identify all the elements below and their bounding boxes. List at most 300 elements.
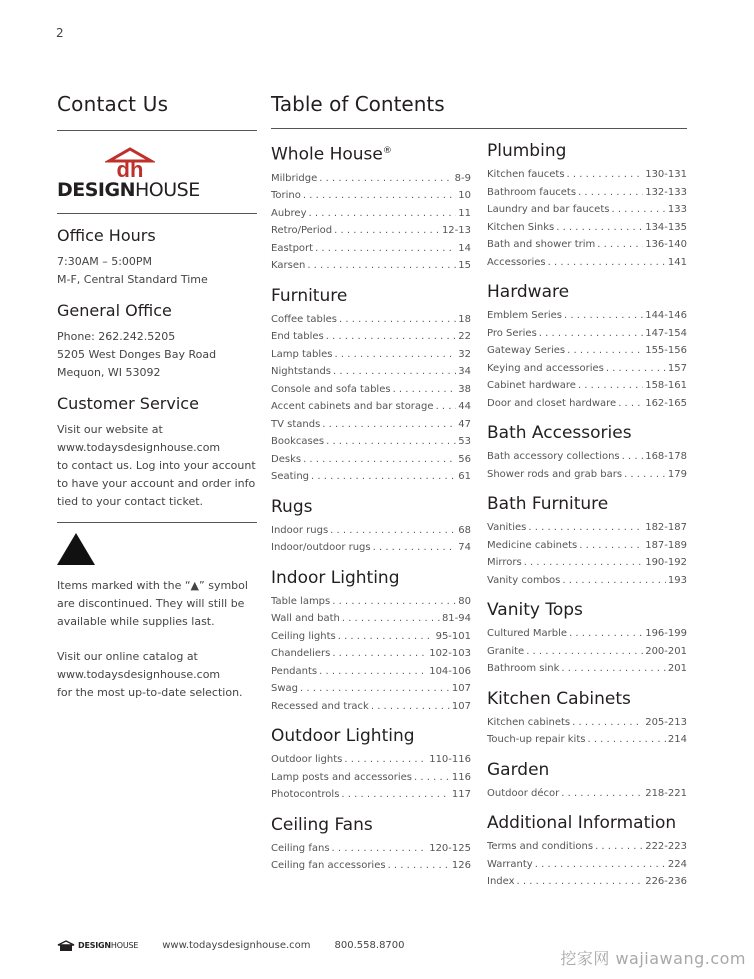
toc-entry[interactable] [271,257,471,275]
toc-entry-name: Outdoor lights [271,754,343,766]
toc-entry[interactable] [271,328,471,346]
dot-leader [326,328,457,346]
divider [57,213,257,214]
toc-entry[interactable] [271,628,471,646]
toc-entry-pages: 11 [458,207,471,219]
dot-leader [303,187,456,205]
toc-entry-name: Retro/Period [271,225,333,237]
toc-entry-name: Aubrey [271,207,307,219]
toc-section [487,599,687,678]
dot-leader [567,166,644,184]
toc-entry[interactable] [271,170,471,188]
dot-leader [414,769,450,787]
dot-leader [341,786,450,804]
dot-leader [587,731,665,749]
toc-entry-name: Seating [271,471,310,483]
toc-section [271,814,471,875]
toc-entry-name: Console and sofa tables [271,383,391,395]
customer-service-line: to contact us. Log into your account [57,459,256,472]
discontinued-note [57,577,257,631]
customer-service-line: Visit our website at [57,423,163,436]
toc-entry[interactable] [271,451,471,469]
toc-entry-pages: 222-223 [645,841,687,852]
toc-entry[interactable] [271,240,471,258]
toc-entry-pages: 155-156 [645,345,687,356]
dot-leader [526,643,643,661]
toc-entry-pages: 32 [458,348,471,360]
toc-entry[interactable] [271,416,471,434]
toc-entry-pages: 15 [458,260,471,272]
toc-entry-name: Table lamps [271,595,331,607]
toc-entry[interactable] [271,187,471,205]
dot-leader [528,519,643,537]
toc-entry-pages: 162-165 [645,397,687,409]
dot-leader [319,663,427,681]
toc-entry-pages: 133 [667,204,687,215]
toc-entry[interactable] [487,537,687,555]
toc-entry[interactable] [271,698,471,716]
toc-entry[interactable] [487,466,687,484]
toc-entry-name: Kitchen cabinets [487,716,571,728]
toc-entry-pages: 200-201 [645,645,687,657]
office-hours-line: 7:30AM – 5:00PM [57,255,153,268]
toc-entry-name: Door and closet hardware [487,397,617,409]
toc-entry-pages: 53 [458,436,471,448]
dot-leader [319,170,452,188]
toc-entry[interactable] [487,448,687,466]
toc-entry-name: Coffee tables [271,313,338,325]
dot-leader [436,398,457,416]
dot-leader [597,236,643,254]
toc-section-heading: Plumbing [487,141,567,161]
toc-entry-pages: 196-199 [645,628,687,639]
toc-section-heading: Bath Furniture [487,494,609,514]
toc-section-heading: Indoor Lighting [271,567,400,588]
toc-entry-pages: 107 [451,700,471,712]
toc-entry[interactable] [487,625,687,643]
toc-entry[interactable] [271,398,471,416]
catalog-link[interactable]: www.todaysdesignhouse.com [57,668,221,681]
dot-leader [556,219,643,237]
contact-title: Contact Us [57,92,169,116]
toc-entry[interactable] [487,856,687,874]
toc-entry-name: Emblem Series [487,310,563,321]
toc-entry-pages: 218-221 [645,787,687,799]
dot-leader [338,628,434,646]
toc-entry[interactable] [487,660,687,678]
toc-entry-name: Cultured Marble [487,628,568,639]
toc-section [271,496,471,557]
toc-entry-name: Indoor/outdoor rugs [271,542,371,554]
designhouse-logo [57,147,257,205]
divider [57,522,257,523]
toc-section [487,422,687,483]
toc-entry-pages: 80 [458,595,471,607]
toc-entry-pages: 34 [458,366,471,378]
toc-entry-name: Desks [271,453,302,465]
dot-leader [572,714,643,732]
toc-entry-name: Recessed and track [271,700,369,712]
dot-leader [561,785,643,803]
discontinued-symbol-icon [57,533,257,565]
toc-entry[interactable] [487,714,687,732]
toc-section-heading: Hardware [487,282,570,302]
toc-entry-pages: 12-13 [441,225,471,237]
toc-entry-name: Bathroom faucets [487,186,577,198]
toc-entry-name: Milbridge [271,172,318,184]
toc-section-heading: Vanity Tops [487,600,583,620]
toc-entry[interactable] [487,219,687,237]
dot-leader [579,537,643,555]
toc-entry-pages: 110-116 [429,754,471,766]
discontinued-line: Items marked with the “▲” symbol [57,579,248,592]
toc-entry-pages: 144-146 [645,310,687,321]
general-office-heading: General Office [57,301,172,320]
toc-entry-pages: 95-101 [435,630,471,642]
toc-entry-pages: 14 [458,242,471,254]
toc-entry[interactable] [487,873,687,891]
toc-entry-pages: 22 [458,331,471,343]
toc-section [487,688,687,749]
toc-entry-pages: 120-125 [429,842,471,854]
toc-entry-pages: 130-131 [645,169,687,180]
dot-leader [548,254,666,272]
dot-leader [539,325,643,343]
footer-phone: 800.558.8700 [334,940,405,951]
toc-entry-name: Indoor rugs [271,524,329,536]
toc-entry[interactable] [487,572,687,590]
dot-leader [326,433,456,451]
toc-entry[interactable] [487,236,687,254]
dot-leader [333,363,456,381]
toc-entry-pages: 179 [667,468,687,480]
toc-entry-pages: 116 [451,771,471,783]
toc-entry[interactable] [487,519,687,537]
toc-entry-name: Gateway Series [487,345,566,356]
toc-entry-pages: 193 [667,574,687,586]
toc-entry[interactable] [487,554,687,572]
customer-service-section [57,394,257,511]
toc-section [487,812,687,891]
toc-entry[interactable] [487,325,687,343]
address-line: 5205 West Donges Bay Road [57,348,217,361]
contact-column [57,92,257,702]
toc-entry-pages: 117 [451,789,471,801]
toc-entry-name: Swag [271,683,299,695]
dot-leader [611,201,665,219]
toc-entry[interactable] [271,645,471,663]
toc-section-heading: Bath Accessories [487,423,632,443]
toc-entry-pages: 56 [458,453,471,465]
toc-entry-pages: 81-94 [441,613,471,625]
toc-entry[interactable] [271,539,471,557]
dot-leader [334,222,440,240]
toc-entry-pages: 157 [667,362,687,374]
toc-entry-name: Nightstands [271,366,332,378]
toc-title: Table of Contents [271,92,445,116]
toc-entry-name: Laundry and bar faucets [487,204,610,215]
dot-leader [322,416,456,434]
page-number: 2 [56,26,64,40]
toc-section [271,725,471,804]
toc-section [487,140,687,271]
general-office-section [57,301,257,382]
toc-entry-pages: 187-189 [645,539,687,551]
dot-leader [595,838,643,856]
toc-entry[interactable] [487,838,687,856]
toc-entry[interactable] [271,769,471,787]
dot-leader [388,857,450,875]
dot-leader [561,660,665,678]
toc-entry[interactable] [271,610,471,628]
toc-entry[interactable] [271,680,471,698]
address-line: Mequon, WI 53092 [57,366,161,379]
toc-entry-name: Torino [271,190,301,202]
dot-leader [307,257,456,275]
toc-section-heading: Kitchen Cabinets [487,688,631,709]
catalog-note [57,648,257,702]
toc-entry-name: Ceiling fan accessories [271,860,386,872]
dot-leader [517,873,644,891]
toc-entry[interactable] [271,363,471,381]
toc-entry[interactable] [271,205,471,223]
toc-entry-name: Vanity combos [487,574,561,586]
toc-section [271,567,471,716]
toc-entry[interactable] [271,840,471,858]
dh-logo-icon [105,147,155,179]
toc-entry[interactable] [487,731,687,749]
toc-entry-name: Kitchen faucets [487,169,565,180]
dot-leader [339,311,456,329]
toc-entry[interactable] [271,786,471,804]
toc-section [271,285,471,486]
catalog-line: Visit our online catalog at [57,650,198,663]
toc-entry-name: Lamp posts and accessories [271,771,413,783]
toc-entry-name: Vanities [487,522,527,533]
dot-leader [578,377,643,395]
toc-entry-pages: 147-154 [645,327,687,339]
toc-entry-name: Terms and conditions [487,841,594,852]
catalog-line: for the most up-to-date selection. [57,686,243,699]
toc-entry-name: Cabinet hardware [487,380,576,391]
dot-leader [330,522,456,540]
toc-entry-name: Outdoor décor [487,787,560,799]
toc-entry-pages: 47 [458,418,471,430]
dot-leader [562,572,666,590]
toc-entry-name: Chandeliers [271,648,331,660]
toc-entry-pages: 132-133 [645,186,687,198]
toc-entry-pages: 158-161 [645,380,687,391]
dot-leader [371,698,450,716]
toc-entry-name: Keying and accessories [487,362,604,374]
toc-entry-name: Medicine cabinets [487,539,578,551]
phone-line: Phone: 262.242.5205 [57,330,176,343]
toc-divider [271,128,687,129]
dot-leader [332,593,456,611]
toc-entry-name: Mirrors [487,557,522,568]
toc-entry-name: Accessories [487,256,546,268]
dot-leader [303,451,456,469]
dot-leader [335,346,457,364]
toc-entry-pages: 224 [667,858,687,870]
brand-wordmark: DESIGNHOUSE [57,179,200,201]
toc-entry-pages: 18 [458,313,471,325]
dot-leader [309,205,457,223]
dot-leader [567,342,643,360]
toc-entry[interactable] [271,311,471,329]
toc-entry-pages: 68 [458,524,471,536]
discontinued-line: are discontinued. They will still be [57,597,245,610]
toc-entry[interactable] [271,346,471,364]
toc-section [271,140,471,275]
toc-entry-name: Lamp tables [271,348,333,360]
dot-leader [569,625,643,643]
toc-entry-name: Bath and shower trim [487,239,596,250]
dot-leader [524,554,644,572]
toc-section-heading: Furniture [271,285,348,306]
toc-section [487,281,687,412]
toc-entry[interactable] [487,395,687,413]
dot-leader [622,448,644,466]
toc-entry-name: Ceiling lights [271,630,336,642]
toc-entry-name: Karsen [271,260,306,272]
dot-leader [606,360,666,378]
toc-entry-name: Eastport [271,242,314,254]
dot-leader [300,680,450,698]
toc-section-heading: Whole House® [271,144,392,165]
toc-entry-name: Pendants [271,665,318,677]
toc-entry-name: TV stands [271,418,321,430]
toc-entry[interactable] [271,381,471,399]
dot-leader [393,381,457,399]
toc-entry-pages: 190-192 [645,557,687,568]
toc-entry-pages: 10 [458,190,471,202]
toc-entry[interactable] [487,342,687,360]
toc-entry-pages: 226-236 [645,876,687,887]
toc-entry-name: Shower rods and grab bars [487,468,623,480]
dot-leader [332,645,427,663]
toc-section [487,759,687,803]
toc-entry-name: Bath accessory collections [487,451,620,462]
dot-leader [624,466,666,484]
toc-entry-pages: 136-140 [645,239,687,250]
toc-entry[interactable] [487,184,687,202]
toc-entry[interactable] [487,307,687,325]
customer-service-line: to have your account and order info [57,477,256,490]
toc-entry-name: Pro Series [487,327,537,339]
divider [57,130,257,131]
toc-section-heading: Rugs [271,496,313,517]
toc-entry[interactable] [271,663,471,681]
toc-entry-pages: 168-178 [645,451,687,462]
toc-entry-name: Kitchen Sinks [487,221,555,233]
discontinued-line: available while supplies last. [57,615,215,628]
toc-entry[interactable] [487,643,687,661]
dot-leader [311,468,456,486]
dot-leader [332,840,428,858]
toc-entry-pages: 38 [458,383,471,395]
toc-entry-pages: 201 [667,663,687,674]
office-hours-heading: Office Hours [57,226,156,245]
dot-leader [535,856,666,874]
toc-entry-name: Wall and bath [271,613,340,625]
customer-service-heading: Customer Service [57,394,199,413]
office-hours-section [57,226,257,289]
dot-leader [373,539,457,557]
toc-entry[interactable] [271,522,471,540]
toc-entry[interactable] [271,222,471,240]
toc-entry-pages: 61 [458,471,471,483]
dot-leader [578,184,643,202]
toc-section-heading: Garden [487,759,550,780]
toc-entry[interactable] [271,468,471,486]
toc-entry-name: Granite [487,645,525,657]
toc-entry-pages: 126 [451,860,471,872]
toc-right-column [487,140,687,901]
toc-entry[interactable] [271,751,471,769]
dot-leader [564,307,643,325]
toc-entry-name: Warranty [487,858,533,870]
toc-entry-pages: 8-9 [454,172,471,184]
toc-entry-name: Index [487,876,515,887]
toc-entry[interactable] [487,254,687,272]
footer-website-link[interactable]: www.todaysdesignhouse.com [162,940,311,951]
toc-entry-name: Accent cabinets and bar storage [271,401,434,413]
toc-entry-pages: 141 [667,256,687,268]
toc-section-heading: Outdoor Lighting [271,726,415,747]
toc-entry-pages: 74 [458,542,471,554]
dot-leader [618,395,643,413]
toc-entry[interactable] [487,166,687,184]
toc-entry[interactable] [271,593,471,611]
toc-section-heading: Ceiling Fans [271,814,373,835]
toc-entry-name: Photocontrols [271,789,340,801]
toc-entry-name: Touch-up repair kits [487,734,586,745]
toc-entry-pages: 182-187 [645,522,687,533]
toc-section [487,493,687,589]
toc-entry[interactable] [271,857,471,875]
toc-entry-name: Bathroom sink [487,663,560,674]
svg-text:dh: dh [116,157,144,179]
dh-logo-icon [57,940,75,951]
toc-entry[interactable] [487,201,687,219]
footer-logo: DESIGN HOUSE [57,940,138,951]
toc-entry[interactable] [487,785,687,803]
dot-leader [315,240,456,258]
toc-entry-name: Ceiling fans [271,842,330,854]
toc-entry-name: Bookcases [271,436,325,448]
toc-entry-pages: 44 [458,401,471,413]
toc-entry-pages: 205-213 [645,716,687,728]
customer-service-line: tied to your contact ticket. [57,495,204,508]
toc-entry[interactable] [271,433,471,451]
toc-entry-pages: 214 [667,734,687,745]
footer [57,940,405,951]
toc-section-heading: Additional Information [487,813,677,833]
website-link[interactable]: www.todaysdesignhouse.com [57,441,221,454]
toc-entry-name: End tables [271,331,324,343]
toc-entry[interactable] [487,377,687,395]
toc-entry-pages: 134-135 [645,221,687,233]
dot-leader [344,751,427,769]
dot-leader [342,610,440,628]
toc-entry-pages: 102-103 [429,648,471,660]
toc-entry-pages: 107 [451,683,471,695]
toc-entry[interactable] [487,360,687,378]
office-hours-line: M-F, Central Standard Time [57,273,208,286]
watermark: 挖家网 wajiawang.com [560,949,746,968]
toc-left-column [271,140,471,885]
